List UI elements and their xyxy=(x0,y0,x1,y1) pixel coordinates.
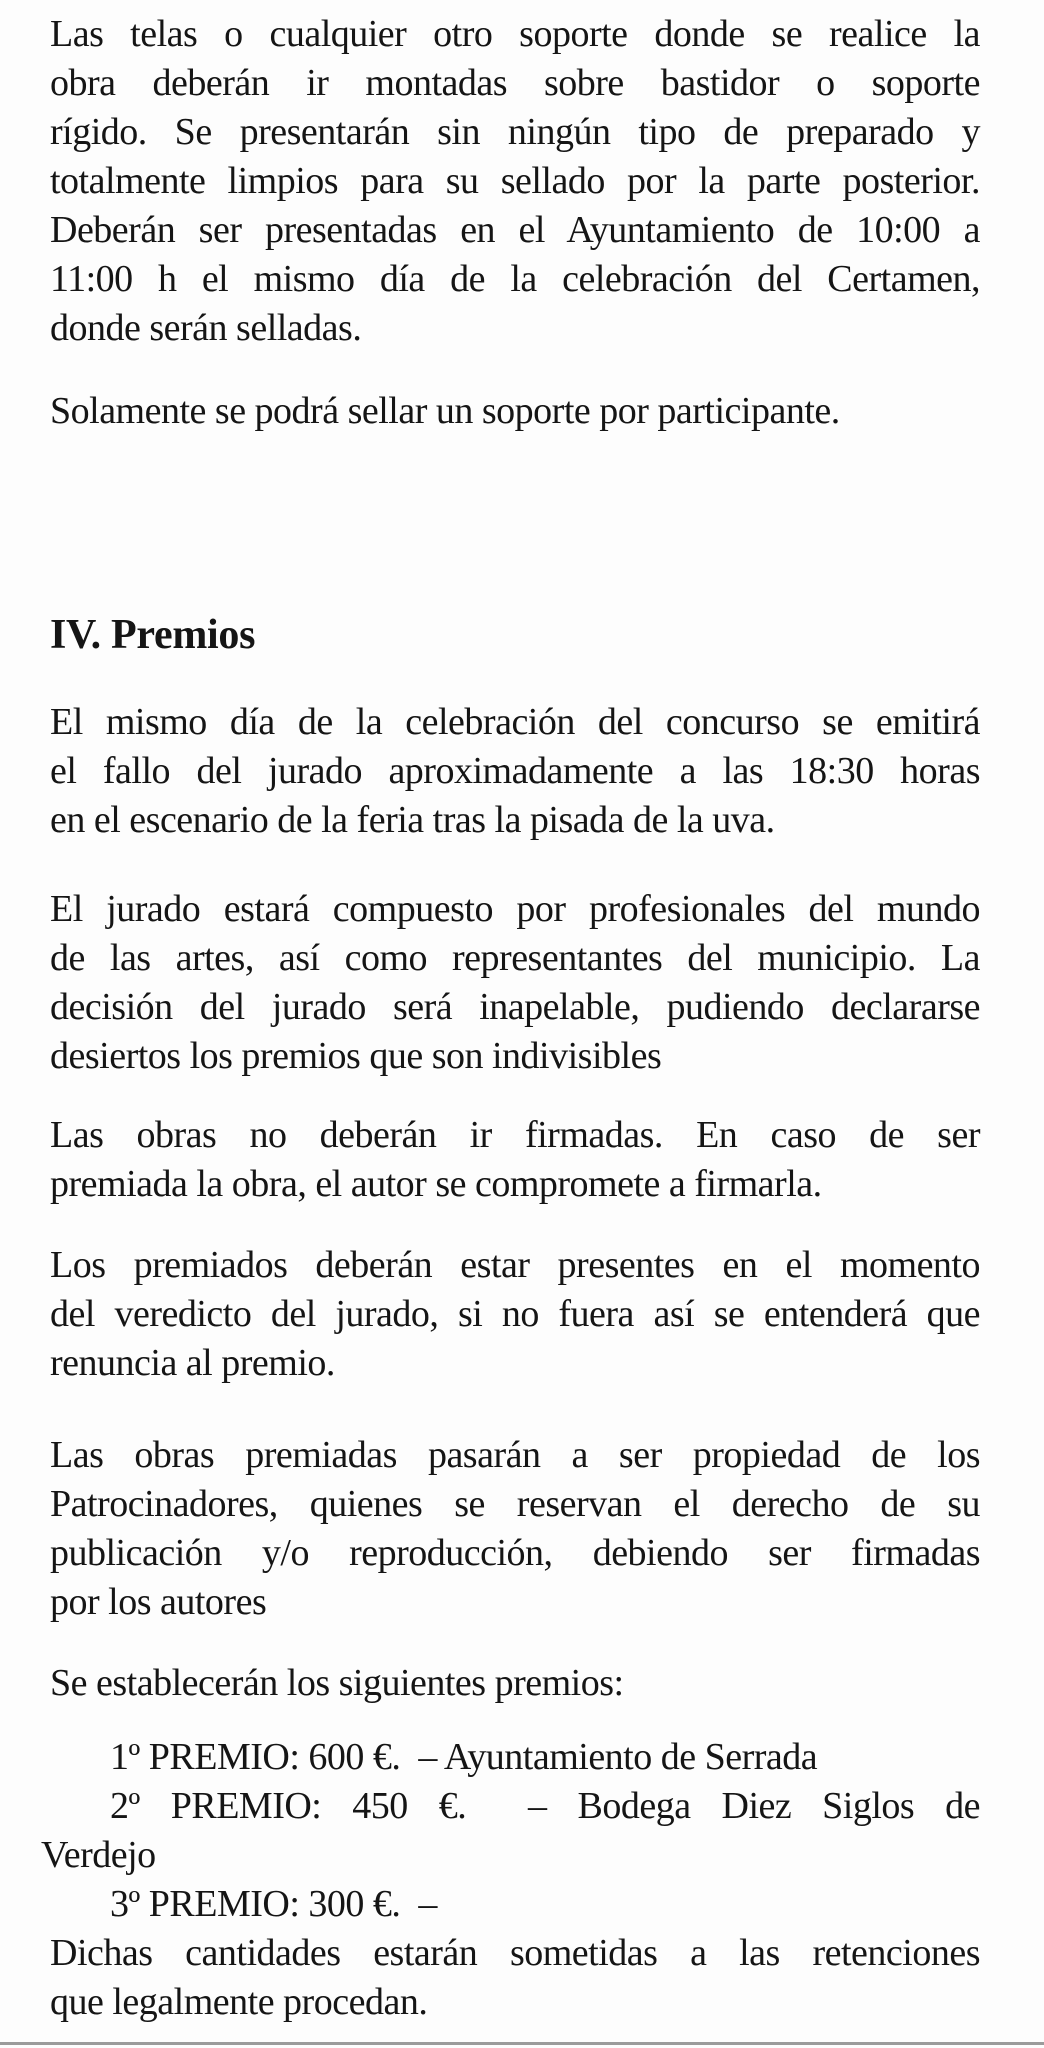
text-line: Las obras premiadas pasarán a ser propiedad de los xyxy=(50,1434,980,1476)
paragraph-fallo-jurado xyxy=(50,698,980,845)
prize-line-3: 3º PREMIO: 300 €. – xyxy=(110,1883,437,1925)
paragraph-propiedad-obras xyxy=(50,1431,980,1627)
paragraph-retenciones xyxy=(50,1929,980,2027)
text-line: Patrocinadores, quienes se reservan el derecho de su xyxy=(50,1483,980,1525)
text-line: Los premiados deberán estar presentes en el momento xyxy=(50,1244,980,1286)
text-line: en el escenario de la feria tras la pisada de la uva. xyxy=(50,799,775,841)
page-bottom-divider xyxy=(0,2042,1044,2045)
text-line: publicación y/o reproducción, debiendo ser firmadas xyxy=(50,1532,980,1574)
text-line: Deberán ser presentadas en el Ayuntamiento de 10:00 a xyxy=(50,209,980,251)
section-heading-premios xyxy=(50,608,980,662)
text-line: totalmente limpios para su sellado por la parte posterior. xyxy=(50,160,980,202)
text-line: que legalmente procedan. xyxy=(50,1981,428,2023)
text-line: obra deberán ir montadas sobre bastidor o soporte xyxy=(50,62,980,104)
paragraph-obras-sin-firma xyxy=(50,1111,980,1209)
prize-line-2-wrap: Verdejo xyxy=(41,1834,156,1876)
text-line: 11:00 h el mismo día de la celebración del Certamen, xyxy=(50,258,980,300)
text-line: Solamente se podrá sellar un soporte por participante. xyxy=(50,390,840,432)
text-line: renuncia al premio. xyxy=(50,1342,335,1384)
text-line: donde serán selladas. xyxy=(50,307,362,349)
text-line: el fallo del jurado aproximadamente a las 18:30 horas xyxy=(50,750,980,792)
text-line: decisión del jurado será inapelable, pudiendo declararse xyxy=(50,986,980,1028)
text-line: del veredicto del jurado, si no fuera así se entenderá que xyxy=(50,1293,980,1335)
paragraph-soportes xyxy=(50,10,980,353)
prize-line-2: 2º PREMIO: 450 €. – Bodega Diez Siglos de xyxy=(110,1785,980,1827)
paragraph-intro-premios xyxy=(50,1659,980,1708)
text-line: desiertos los premios que son indivisibles xyxy=(50,1035,662,1077)
prize-line-1: 1º PREMIO: 600 €. – Ayuntamiento de Serrada xyxy=(110,1736,818,1778)
text-line: por los autores xyxy=(50,1581,267,1623)
text-line: rígido. Se presentarán sin ningún tipo de preparado y xyxy=(50,111,980,153)
text-line: Dichas cantidades estarán sometidas a las retenciones xyxy=(50,1932,980,1974)
paragraph-sellado-limite xyxy=(50,387,980,436)
paragraph-composicion-jurado xyxy=(50,885,980,1081)
text-line: premiada la obra, el autor se compromete a firmarla. xyxy=(50,1163,822,1205)
text-line: El jurado estará compuesto por profesionales del mundo xyxy=(50,888,980,930)
heading-text: IV. Premios xyxy=(50,612,256,658)
text-line: de las artes, así como representantes del municipio. La xyxy=(50,937,980,979)
text-line: Las obras no deberán ir firmadas. En caso de ser xyxy=(50,1114,980,1156)
text-line: Se establecerán los siguientes premios: xyxy=(50,1662,624,1704)
prize-list xyxy=(41,1733,980,1929)
text-line: El mismo día de la celebración del concurso se emitirá xyxy=(50,701,980,743)
paragraph-presencia-premiados xyxy=(50,1241,980,1388)
text-line: Las telas o cualquier otro soporte donde se realice la xyxy=(50,13,980,55)
